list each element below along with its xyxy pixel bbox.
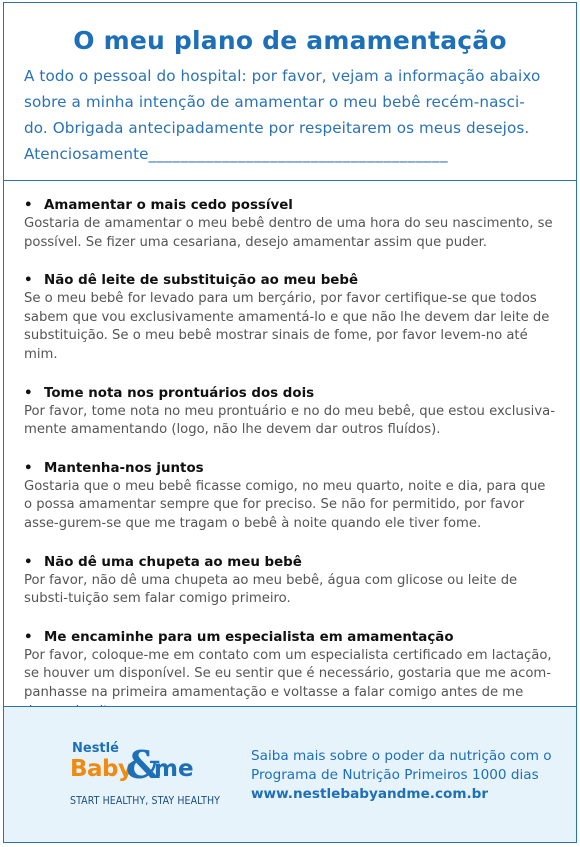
section-title: Tome nota nos prontuários dos dois [44, 385, 315, 401]
bullet-icon: • [24, 460, 33, 476]
plan-section [24, 196, 556, 252]
footer-banner [4, 706, 576, 842]
promo-line: Saiba mais sobre o poder da nutrição com o [251, 748, 552, 764]
plan-section [24, 271, 556, 364]
bullet-icon: • [24, 273, 33, 289]
intro-text [24, 63, 556, 167]
breastfeeding-plan-sheet [3, 2, 577, 843]
promo-text [251, 747, 571, 804]
plan-section [24, 459, 556, 534]
signoff-row [24, 141, 556, 167]
section-heading [24, 628, 556, 647]
logo-me-wordmark: me [154, 756, 194, 782]
nestle-baby-and-me-logo [66, 737, 221, 817]
plan-section [24, 384, 556, 440]
page-title: O meu plano de amamentação [73, 26, 507, 55]
intro-line: do. Obrigada antecipadamente por respeitarem os meus desejos. [24, 119, 530, 137]
plan-sections [4, 181, 576, 721]
section-heading [24, 271, 556, 290]
intro-line: A todo o pessoal do hospital: por favor, vejam a informação abaixo [24, 67, 541, 85]
signature-line: _____________________________________ [148, 145, 449, 163]
signoff-label: Atenciosamente [24, 145, 149, 163]
section-heading [24, 384, 556, 403]
section-body: Se o meu bebê for levado para um berçário, por favor certifique-se que todos sabem que vou exclusivamente amamentá-lo e que não lhe devem dar leite de substituição. Se o meu bebê mostrar sinais de fome, por favor levem-no até mim. [24, 291, 550, 362]
section-title: Me encaminhe para um especialista em amamentação [44, 629, 454, 645]
logo-ampersand: & [126, 742, 161, 787]
section-heading [24, 459, 556, 478]
bullet-icon: • [24, 385, 33, 401]
website-link[interactable]: www.nestlebabyandme.com.br [251, 786, 489, 802]
logo-nestle-wordmark: Nestlé [72, 741, 119, 756]
section-heading [24, 553, 556, 572]
section-title: Amamentar o mais cedo possível [44, 198, 293, 213]
section-body: Gostaria que o meu bebê ficasse comigo, no meu quarto, noite e dia, para que o possa amamentar sempre que for preciso. Se não for permitido, por favor asse-gurem-se que me tragam o bebê à noite quando ele tiver fome. [24, 478, 546, 531]
bullet-icon: • [24, 198, 33, 213]
section-title: Não dê uma chupeta ao meu bebê [44, 554, 302, 570]
plan-section [24, 553, 556, 609]
bullet-icon: • [24, 554, 33, 570]
section-body: Por favor, tome nota no meu prontuário e no do meu bebê, que estou exclusiva-mente amamentando (logo, não lhe devem dar outros fluídos). [24, 403, 555, 438]
section-body: Por favor, coloque-me em contato com um especialista certificado em lactação, se houver um disponível. Se eu sentir que é necessário, gostaria que me acom-panhasse na primeira amamentação e voltasse a falar comigo antes de me [24, 647, 552, 700]
plan-header [4, 3, 576, 181]
section-heading [24, 196, 556, 215]
promo-line: Programa de Nutrição Primeiros 1000 dias [251, 767, 539, 783]
logo-baby-wordmark: Baby [70, 756, 133, 782]
logo-tagline: START HEALTHY, STAY HEALTHY [70, 795, 221, 807]
section-body: Por favor, não dê uma chupeta ao meu bebê, água com glicose ou leite de substi-tuição sem falar comigo primeiro. [24, 572, 518, 607]
intro-line: sobre a minha intenção de amamentar o meu bebê recém-nasci- [24, 93, 525, 111]
section-title: Não dê leite de substituição ao meu bebê [44, 273, 359, 289]
section-body: Gostaria de amamentar o meu bebê dentro de uma hora do seu nascimento, se possível. Se fizer uma cesariana, desejo amamentar assim que puder. [24, 216, 553, 250]
section-title: Mantenha-nos juntos [44, 460, 204, 476]
bullet-icon: • [24, 629, 33, 645]
